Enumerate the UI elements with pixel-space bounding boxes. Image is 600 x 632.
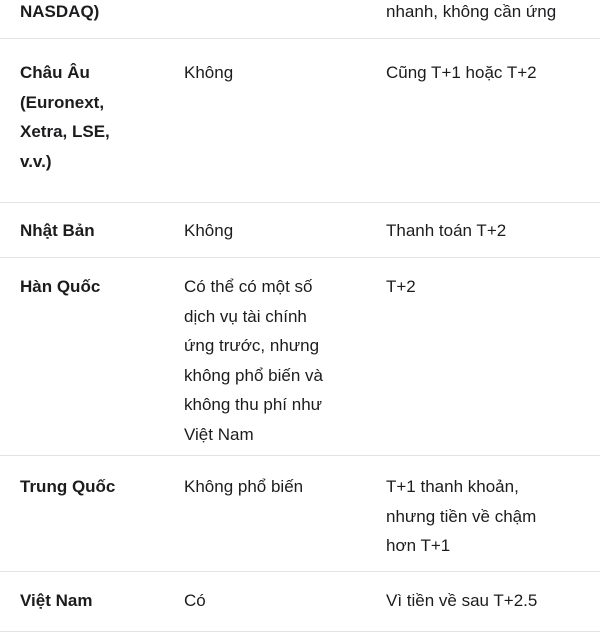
market-line: Hàn Quốc bbox=[20, 277, 101, 296]
settlement-cell bbox=[368, 572, 600, 631]
advance-line: Không phổ biến bbox=[184, 477, 304, 496]
market-cell bbox=[0, 456, 164, 571]
market-line: Nhật Bản bbox=[20, 221, 95, 240]
advance-cell bbox=[164, 46, 368, 202]
market-line: v.v.) bbox=[20, 151, 52, 171]
advance-line: Có bbox=[184, 591, 206, 610]
advance-line: không thu phí như bbox=[184, 395, 323, 414]
market-line: NASDAQ) bbox=[20, 2, 100, 21]
advance-line: Có thể có một số bbox=[184, 277, 313, 296]
market-line: Châu Âu bbox=[20, 63, 90, 82]
settlement-line: T+2 bbox=[386, 277, 416, 296]
settlement-cell bbox=[368, 456, 600, 571]
advance-cell bbox=[164, 572, 368, 631]
table-row bbox=[0, 0, 600, 39]
settlement-line: nhưng tiền về chậm bbox=[386, 506, 537, 526]
settlement-line: Cũng T+1 hoặc T+2 bbox=[386, 63, 537, 82]
market-line: Việt Nam bbox=[20, 591, 93, 610]
settlement-line: hơn T+1 bbox=[386, 536, 451, 555]
advance-cell bbox=[164, 0, 368, 38]
market-line: (Euronext, bbox=[20, 92, 105, 112]
advance-cell bbox=[164, 258, 368, 455]
settlement-line: T+1 thanh khoản, bbox=[386, 477, 519, 496]
advance-line: Không bbox=[184, 63, 234, 82]
advance-line: dịch vụ tài chính bbox=[184, 306, 307, 326]
advance-cell bbox=[164, 456, 368, 571]
table-row bbox=[0, 456, 600, 572]
market-cell bbox=[0, 203, 164, 257]
settlement-cell bbox=[368, 0, 600, 38]
table-row bbox=[0, 572, 600, 632]
advance-line: Việt Nam bbox=[184, 424, 254, 444]
settlement-line: Vì tiền về sau T+2.5 bbox=[386, 591, 538, 610]
market-line: Trung Quốc bbox=[20, 477, 116, 496]
advance-line: không phổ biến và bbox=[184, 365, 323, 385]
settlement-cell bbox=[368, 46, 600, 202]
market-cell bbox=[0, 258, 164, 455]
table-row bbox=[0, 203, 600, 258]
table-row bbox=[0, 39, 600, 203]
advance-line: ứng trước, nhưng bbox=[184, 336, 320, 355]
market-cell bbox=[0, 46, 164, 202]
advance-line: Không bbox=[184, 221, 234, 240]
settlement-line: Thanh toán T+2 bbox=[386, 221, 507, 240]
settlement-cell bbox=[368, 203, 600, 257]
advance-cell bbox=[164, 203, 368, 257]
market-cell bbox=[0, 572, 164, 631]
market-line: Xetra, LSE, bbox=[20, 122, 110, 141]
market-cell bbox=[0, 0, 164, 38]
settlement-line: nhanh, không cần ứng bbox=[386, 2, 557, 21]
table-row bbox=[0, 258, 600, 456]
settlement-cell bbox=[368, 258, 600, 455]
